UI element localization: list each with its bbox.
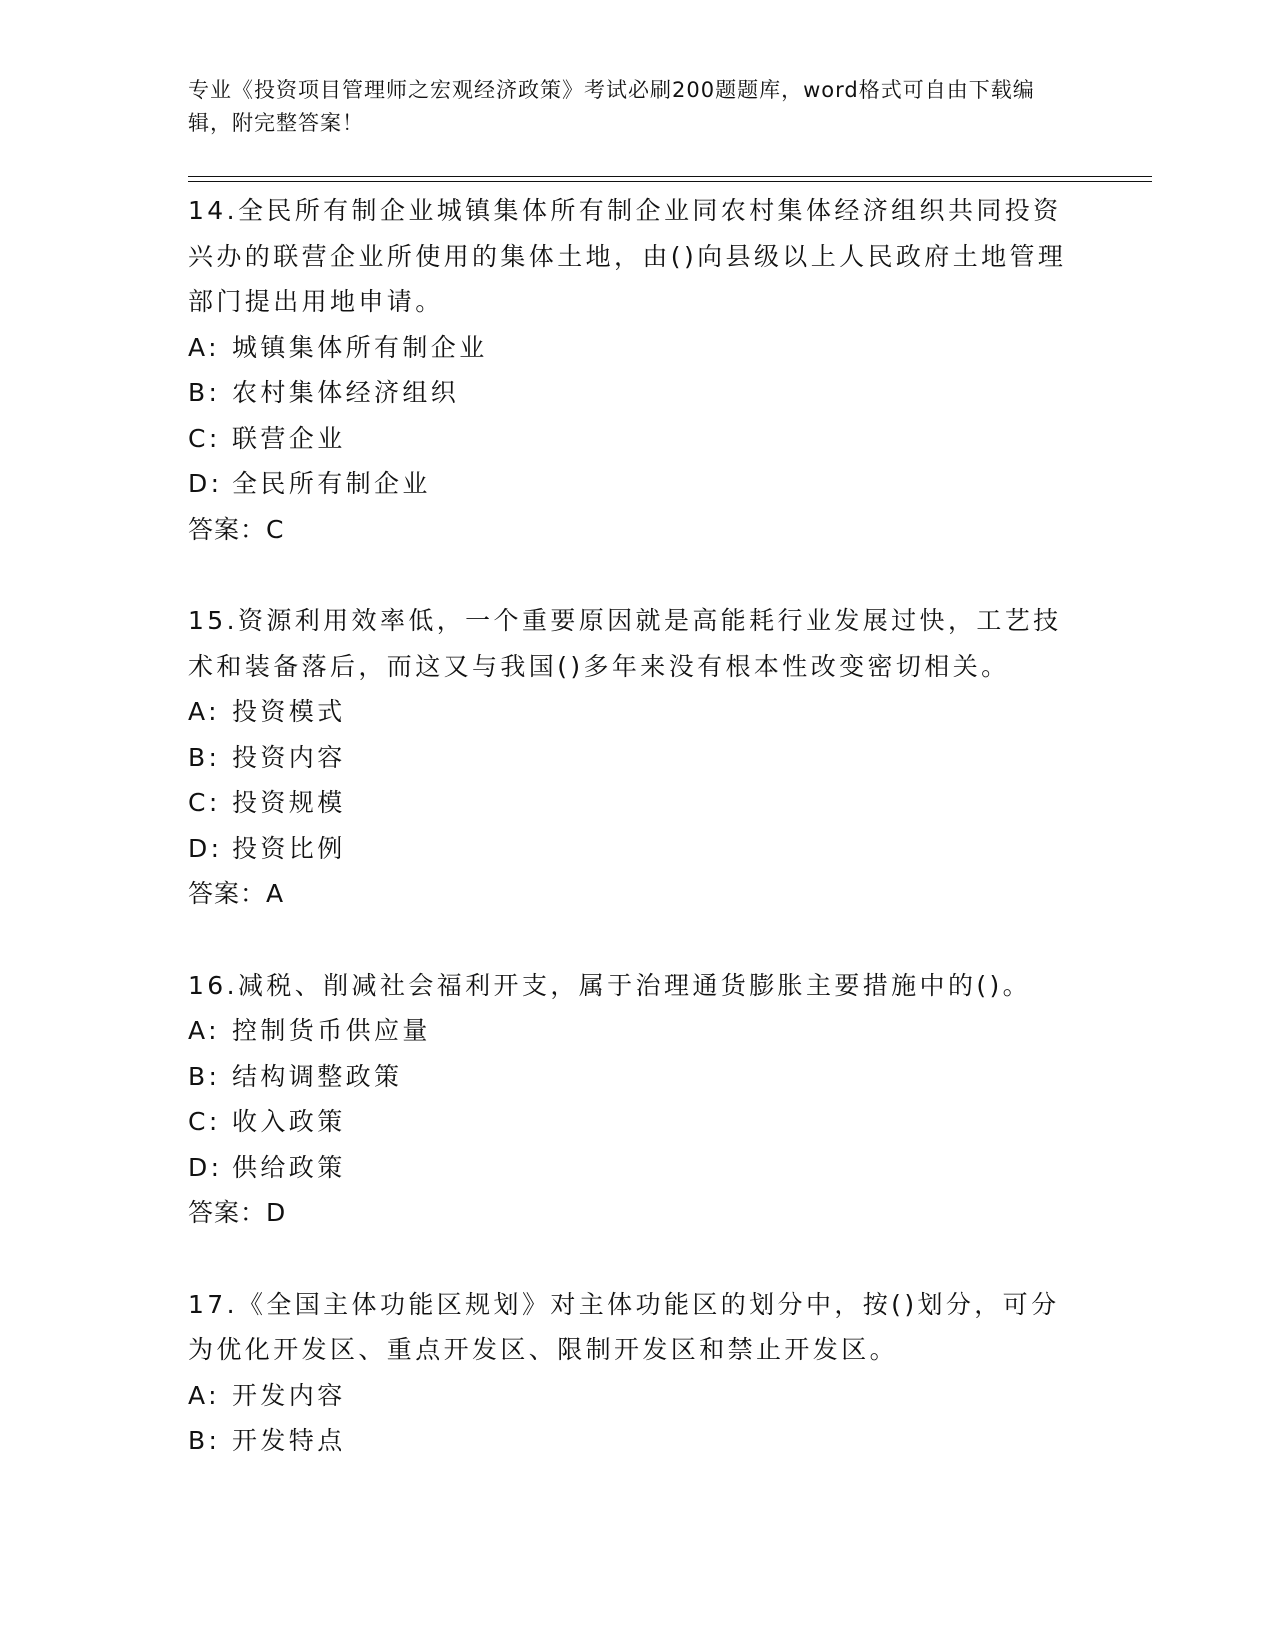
option-text: 投资内容	[232, 742, 346, 772]
divider-line	[188, 176, 1152, 177]
divider-line	[188, 181, 1152, 182]
option-text: 城镇集体所有制企业	[232, 332, 488, 362]
question-15	[188, 598, 1088, 917]
option-a	[188, 1373, 1088, 1419]
option-key: A:	[188, 697, 220, 726]
option-text: 联营企业	[232, 423, 346, 453]
option-key: A:	[188, 332, 220, 362]
option-text: 投资规模	[232, 788, 346, 817]
option-a	[188, 325, 1088, 371]
option-b	[188, 370, 1088, 416]
question-text: 15.资源利用效率低，一个重要原因就是高能耗行业发展过快，工艺技术和装备落后，而这又与我国()多年来没有根本性改变密切相关。	[188, 606, 1062, 681]
option-c	[188, 416, 1088, 462]
question-16	[188, 963, 1088, 1236]
option-key: A:	[188, 1380, 220, 1410]
option-text: 供给政策	[232, 1152, 346, 1182]
option-key: B:	[188, 378, 221, 407]
option-a	[188, 1008, 1088, 1054]
option-text: 全民所有制企业	[232, 469, 431, 498]
option-text: 开发特点	[232, 1426, 346, 1455]
question-text: 14.全民所有制企业城镇集体所有制企业同农村集体经济组织共同投资兴办的联营企业所使用的集体土地，由()向县级以上人民政府土地管理部门提出用地申请。	[188, 196, 1067, 316]
option-c	[188, 1099, 1088, 1145]
option-a	[188, 689, 1088, 735]
document-intro: 专业《投资项目管理师之宏观经济政策》考试必刷200题题库，word格式可自由下载编辑，附完整答案！	[188, 78, 1035, 135]
option-key: C:	[188, 423, 221, 453]
option-key: C:	[188, 788, 221, 817]
question-17	[188, 1282, 1088, 1464]
option-key: A:	[188, 1016, 220, 1045]
option-b	[188, 1418, 1088, 1464]
option-d	[188, 1145, 1088, 1191]
answer-line: 答案：A	[188, 879, 285, 908]
option-text: 农村集体经济组织	[232, 378, 460, 407]
option-text: 投资模式	[232, 697, 346, 726]
option-text: 收入政策	[232, 1107, 346, 1136]
option-text: 投资比例	[232, 833, 346, 863]
option-key: C:	[188, 1107, 221, 1136]
option-text: 控制货币供应量	[232, 1016, 431, 1045]
option-key: D:	[188, 469, 223, 498]
question-text: 16.减税、削减社会福利开支，属于治理通货膨胀主要措施中的()。	[188, 970, 1032, 1000]
option-b	[188, 735, 1088, 781]
option-key: B:	[188, 1426, 221, 1455]
option-c	[188, 780, 1088, 826]
option-text: 开发内容	[232, 1380, 346, 1410]
option-key: D:	[188, 1152, 223, 1182]
question-14	[188, 188, 1088, 552]
question-text: 17.《全国主体功能区规划》对主体功能区的划分中，按()划分，可分为优化开发区、重点开发区、限制开发区和禁止开发区。	[188, 1289, 1060, 1364]
option-d	[188, 461, 1088, 507]
option-key: D:	[188, 833, 223, 863]
option-d	[188, 826, 1088, 872]
option-key: B:	[188, 742, 221, 772]
answer-line: 答案：C	[188, 514, 285, 544]
question-list	[188, 188, 1088, 1510]
option-key: B:	[188, 1061, 221, 1091]
option-b	[188, 1054, 1088, 1100]
option-text: 结构调整政策	[232, 1061, 403, 1091]
answer-line: 答案：D	[188, 1198, 287, 1227]
